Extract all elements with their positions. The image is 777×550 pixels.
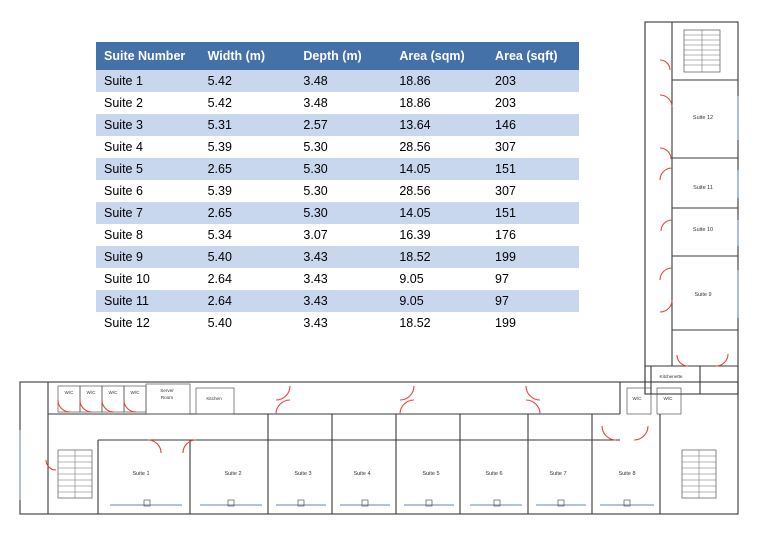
service-label-3: W/C [130,390,140,395]
cell-suite-number: Suite 5 [96,158,200,180]
cell-area-sqm: 28.56 [391,180,487,202]
cell-width: 5.39 [200,180,296,202]
table-row [96,268,579,290]
service-label-4: Server [160,388,174,393]
cell-area-sqm: 18.52 [391,312,487,334]
column-header-suite-number: Suite Number [96,42,200,70]
cell-area-sqft: 203 [487,92,579,114]
cell-area-sqm: 14.05 [391,202,487,224]
cell-suite-number: Suite 2 [96,92,200,114]
cell-area-sqm: 16.39 [391,224,487,246]
cell-suite-number: Suite 3 [96,114,200,136]
cell-depth: 3.43 [295,246,391,268]
cell-area-sqft: 203 [487,70,579,92]
cell-depth: 3.07 [295,224,391,246]
suite-label-5: Suite 6 [485,471,503,477]
cell-depth: 3.43 [295,290,391,312]
service-label-1: W/C [86,390,96,395]
cell-area-sqft: 151 [487,202,579,224]
cell-width: 2.65 [200,202,296,224]
cell-depth: 5.30 [295,136,391,158]
table-row [96,224,579,246]
table-row [96,70,579,92]
cell-area-sqm: 9.05 [391,268,487,290]
right-wing-suite-labels [693,115,713,298]
suite-label-7: Suite 8 [618,471,636,477]
cell-width: 5.40 [200,246,296,268]
suite-label-3: Suite 9 [694,292,712,298]
table-row [96,180,579,202]
table-row [96,136,579,158]
cell-suite-number: Suite 4 [96,136,200,158]
cell-depth: 3.48 [295,92,391,114]
table-header-row [96,42,579,70]
service-label-0: W/C [64,390,74,395]
cell-width: 5.31 [200,114,296,136]
cell-width: 5.34 [200,224,296,246]
column-header-area-sqft: Area (sqft) [487,42,579,70]
cell-suite-number: Suite 10 [96,268,200,290]
suite-label-0: Suite 1 [132,471,150,477]
suite-label-6: Suite 7 [549,471,567,477]
suite-label-2: Suite 10 [692,227,714,233]
cell-area-sqm: 13.64 [391,114,487,136]
table-body [96,70,579,334]
suite-label-1: Suite 2 [224,471,242,477]
service-room-labels [65,374,683,401]
service-label-2: W/C [108,390,118,395]
bottom-wing-suite-labels [132,471,635,477]
cell-width: 5.40 [200,312,296,334]
table-row [96,312,579,334]
table-row [96,92,579,114]
cell-area-sqm: 18.86 [391,92,487,114]
cell-area-sqft: 307 [487,180,579,202]
table-row [96,290,579,312]
column-header-width: Width (m) [200,42,296,70]
cell-area-sqm: 14.05 [391,158,487,180]
cell-suite-number: Suite 11 [96,290,200,312]
cell-area-sqft: 97 [487,268,579,290]
cell-depth: 3.43 [295,268,391,290]
cell-suite-number: Suite 9 [96,246,200,268]
cell-depth: 5.30 [295,202,391,224]
cell-depth: 5.30 [295,180,391,202]
cell-suite-number: Suite 1 [96,70,200,92]
cell-depth: 2.57 [295,114,391,136]
cell-suite-number: Suite 6 [96,180,200,202]
cell-area-sqm: 18.52 [391,246,487,268]
suite-schedule-table [96,42,579,334]
service-label-9: W/C [663,396,673,401]
suite-label-1: Suite 11 [693,185,713,191]
cell-depth: 5.30 [295,158,391,180]
cell-width: 2.64 [200,290,296,312]
cell-area-sqm: 28.56 [391,136,487,158]
cell-depth: 3.48 [295,70,391,92]
cell-width: 5.42 [200,70,296,92]
cell-suite-number: Suite 8 [96,224,200,246]
service-label-6: Kitchen [206,396,222,401]
cell-area-sqft: 199 [487,246,579,268]
cell-area-sqm: 9.05 [391,290,487,312]
cell-area-sqft: 146 [487,114,579,136]
table-row [96,246,579,268]
service-label-8: W/C [632,396,642,401]
column-header-depth: Depth (m) [295,42,391,70]
column-header-area-sqm: Area (sqm) [391,42,487,70]
service-label-5: Room [160,395,174,400]
cell-width: 2.65 [200,158,296,180]
cell-suite-number: Suite 12 [96,312,200,334]
cell-suite-number: Suite 7 [96,202,200,224]
suite-label-2: Suite 3 [294,471,312,477]
cell-area-sqm: 18.86 [391,70,487,92]
cell-depth: 3.43 [295,312,391,334]
suite-label-0: Suite 12 [692,115,714,121]
cell-area-sqft: 176 [487,224,579,246]
cell-area-sqft: 199 [487,312,579,334]
table-row [96,114,579,136]
cell-width: 5.42 [200,92,296,114]
cell-width: 2.64 [200,268,296,290]
suite-label-4: Suite 5 [422,471,440,477]
table-row [96,158,579,180]
service-label-7: Kitchenette [659,374,683,379]
cell-area-sqft: 151 [487,158,579,180]
table-row [96,202,579,224]
suite-label-3: Suite 4 [353,471,371,477]
cell-area-sqft: 97 [487,290,579,312]
cell-area-sqft: 307 [487,136,579,158]
cell-width: 5.39 [200,136,296,158]
